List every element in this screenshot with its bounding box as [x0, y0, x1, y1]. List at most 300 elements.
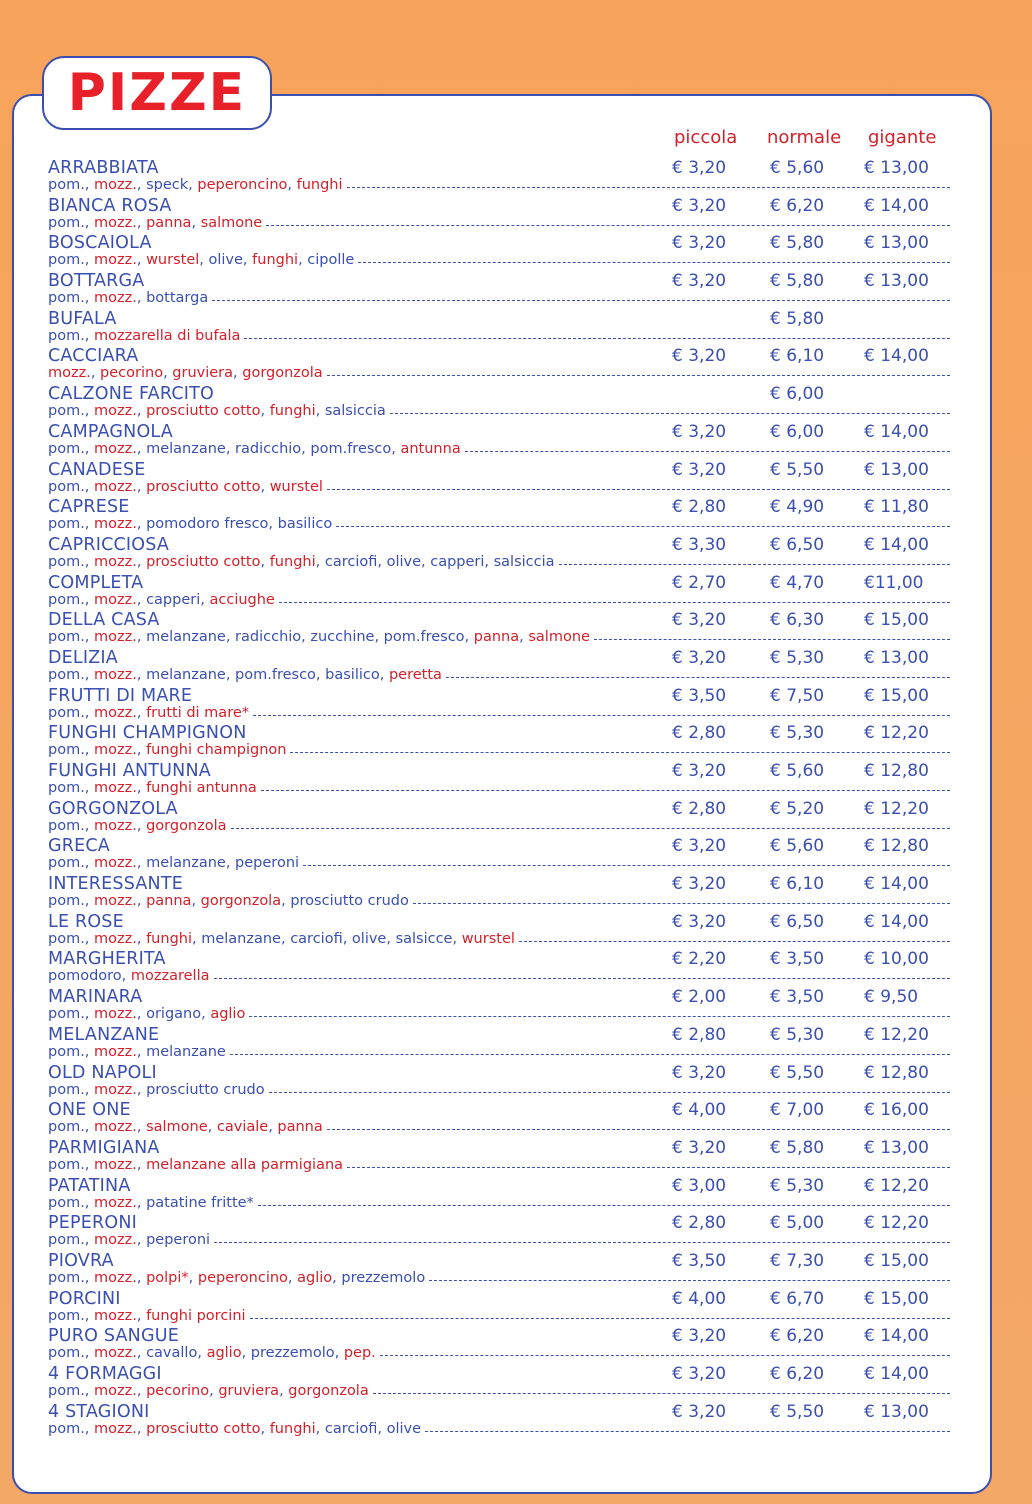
ingredient-text: , bottarga [136, 290, 209, 307]
price-normale: € 6,00 [770, 421, 825, 442]
ingredient-text: , [136, 553, 147, 570]
menu-row [0, 1401, 1032, 1439]
price-piccola: € 2,80 [672, 1213, 727, 1234]
pizza-name: CAPRICCIOSA [48, 534, 170, 555]
ingredient-highlight: mozz. [94, 780, 137, 796]
price-gigante: € 12,80 [864, 761, 929, 781]
pizza-name: MARINARA [48, 987, 143, 1008]
ingredient-highlight: pecorino [146, 1383, 210, 1399]
ingredient-text: , [136, 1156, 147, 1173]
ingredient-highlight: mozz. [94, 1307, 137, 1324]
ingredient-text: , olive, [199, 252, 253, 269]
ingredient-highlight: wurstel [146, 252, 200, 269]
price-gigante: € 16,00 [864, 1100, 929, 1121]
ingredient-text: , [207, 1119, 217, 1136]
price-gigante: € 12,20 [864, 1213, 929, 1234]
price-piccola: € 4,00 [672, 1288, 727, 1309]
price-normale: € 6,20 [770, 1326, 825, 1347]
ingredient-text: pom., [48, 553, 95, 570]
ingredients-line [48, 479, 950, 495]
ingredient-text: pom., [48, 252, 95, 269]
price-piccola: € 3,20 [672, 610, 727, 631]
pizza-name: CAPRESE [48, 497, 130, 518]
ingredient-text: , prezzemolo [332, 1269, 426, 1286]
ingredients [48, 818, 227, 834]
price-normale: € 5,60 [770, 761, 825, 781]
ingredient-highlight: panna [146, 893, 192, 910]
price-normale: € 4,70 [770, 572, 825, 593]
ingredient-text: , [268, 1119, 278, 1136]
price-gigante: € 13,00 [864, 158, 929, 178]
dotted-leader [380, 1355, 950, 1356]
dotted-leader [279, 602, 950, 603]
ingredients [48, 215, 262, 231]
price-gigante: € 15,00 [864, 1288, 929, 1309]
ingredient-highlight: aglio [297, 1269, 333, 1286]
price-piccola: € 3,20 [672, 911, 727, 932]
ingredient-highlight: mozz. [94, 855, 137, 872]
menu-row [0, 572, 1032, 610]
dotted-leader [559, 564, 950, 565]
ingredient-text: , carciofi, olive, capperi, salsiccia [315, 553, 555, 570]
ingredient-highlight: aglio [210, 1006, 246, 1023]
dotted-leader [373, 1393, 950, 1394]
menu-row [0, 534, 1032, 572]
ingredients [48, 1006, 245, 1022]
ingredient-highlight: peretta [388, 666, 442, 683]
ingredient-text: pom., [48, 1383, 95, 1399]
ingredients-line [48, 328, 950, 344]
ingredient-text: pom., [48, 1232, 95, 1249]
ingredient-highlight: prosciutto cotto [146, 403, 261, 420]
price-normale: € 5,50 [770, 1401, 825, 1422]
price-normale: € 5,80 [770, 271, 825, 292]
ingredients [48, 968, 210, 984]
ingredient-text: pom., [48, 855, 95, 872]
menu-row [0, 1250, 1032, 1288]
ingredients-line [48, 629, 950, 645]
ingredient-highlight: mozz. [94, 893, 137, 910]
ingredients [48, 592, 275, 608]
price-normale: € 3,50 [770, 949, 825, 970]
ingredient-text: pom., [48, 742, 95, 759]
price-normale: € 5,00 [770, 1213, 825, 1234]
ingredient-text: pom., [48, 1345, 95, 1362]
ingredient-text: pom., [48, 327, 95, 344]
dotted-leader [261, 790, 950, 791]
ingredient-highlight: funghi [269, 403, 316, 420]
price-piccola: € 2,70 [672, 572, 727, 593]
price-normale: € 6,20 [770, 195, 825, 216]
ingredient-text: , [136, 1119, 147, 1136]
ingredient-highlight: wurstel [269, 478, 323, 495]
ingredient-text: , [260, 403, 270, 420]
ingredient-text: , [136, 704, 147, 721]
ingredient-highlight: mozzarella di bufala [94, 327, 241, 344]
ingredient-highlight: salmone [146, 1119, 208, 1136]
ingredients-line [48, 1082, 950, 1098]
ingredient-text: , [279, 1383, 289, 1399]
price-normale: € 6,10 [770, 346, 825, 367]
price-piccola: € 3,50 [672, 1250, 727, 1271]
ingredient-text: pom., [48, 1420, 95, 1437]
ingredient-text: , [163, 365, 173, 382]
menu-row [0, 270, 1032, 308]
ingredients [48, 705, 249, 721]
ingredients [48, 1308, 246, 1324]
price-normale: € 6,20 [770, 1364, 825, 1384]
ingredients-line [48, 855, 950, 871]
ingredient-highlight: funghi [269, 1420, 316, 1437]
price-normale: € 6,00 [770, 384, 825, 405]
pizza-name: CACCIARA [48, 346, 139, 367]
ingredients-line [48, 780, 950, 796]
price-normale: € 5,80 [770, 1137, 825, 1158]
pizza-name: COMPLETA [48, 572, 144, 593]
pizza-name: BOSCAIOLA [48, 233, 152, 254]
ingredient-highlight: mozz. [94, 1345, 137, 1362]
ingredient-highlight: mozz. [94, 516, 137, 533]
ingredient-highlight: mozz. [94, 742, 137, 759]
ingredient-text: , [136, 930, 147, 947]
ingredient-highlight: prosciutto cotto [146, 478, 261, 495]
dotted-leader [231, 828, 950, 829]
price-normale: € 4,90 [770, 497, 825, 518]
menu-row [0, 1062, 1032, 1100]
price-normale: € 5,60 [770, 158, 825, 178]
dotted-leader [429, 1280, 950, 1281]
ingredients-line [48, 1345, 950, 1361]
page-title: PIZZE [67, 63, 247, 123]
ingredient-highlight: funghi [252, 252, 299, 269]
price-gigante: € 15,00 [864, 610, 929, 631]
ingredients [48, 667, 442, 683]
ingredients [48, 931, 515, 947]
ingredient-text: pom., [48, 290, 95, 307]
ingredient-text: pom., [48, 930, 95, 947]
price-gigante: € 14,00 [864, 1364, 929, 1384]
ingredient-text: pom., [48, 817, 95, 834]
menu-row [0, 1325, 1032, 1363]
price-piccola: € 3,20 [672, 1364, 727, 1384]
ingredient-text: , [136, 817, 147, 834]
ingredient-highlight: mozz. [94, 1383, 137, 1399]
ingredient-highlight: mozz. [94, 252, 137, 269]
pizza-name: GRECA [48, 836, 110, 857]
ingredient-highlight: funghi champignon [146, 742, 287, 759]
ingredient-highlight: melanzane alla parmigiana [146, 1156, 344, 1173]
ingredient-text: pom., [48, 1043, 95, 1060]
ingredients-line [48, 441, 950, 457]
price-piccola: € 2,80 [672, 798, 727, 819]
ingredients [48, 780, 257, 796]
ingredients [48, 1157, 343, 1173]
ingredient-text: pom., [48, 629, 95, 646]
price-gigante: € 12,20 [864, 1175, 929, 1196]
ingredients-line [48, 742, 950, 758]
header-normale: normale [767, 127, 842, 148]
ingredient-highlight: gorgonzola [288, 1383, 369, 1399]
ingredient-highlight: salmone [200, 214, 263, 231]
ingredient-highlight: mozz. [94, 1269, 137, 1286]
ingredient-text: , prezzemolo, [241, 1345, 344, 1362]
ingredient-highlight: acciughe [209, 591, 275, 608]
ingredient-highlight: panna [277, 1119, 323, 1136]
ingredients [48, 742, 286, 758]
menu-row [0, 911, 1032, 949]
price-gigante: € 14,00 [864, 874, 929, 895]
ingredients [48, 1421, 421, 1437]
pizza-name: PORCINI [48, 1288, 121, 1309]
price-piccola: € 3,20 [672, 346, 727, 367]
ingredient-text: , melanzane, peperoni [136, 855, 300, 872]
ingredient-text: pom., [48, 1269, 95, 1286]
price-gigante: € 14,00 [864, 195, 929, 216]
ingredient-highlight: mozz. [94, 704, 137, 721]
dotted-leader [212, 300, 950, 301]
menu-row [0, 609, 1032, 647]
ingredients [48, 1044, 226, 1060]
ingredients-line [48, 1119, 950, 1135]
pizza-name: PIOVRA [48, 1250, 114, 1271]
ingredient-highlight: mozz. [94, 629, 137, 646]
ingredient-text: , cavallo, [136, 1345, 207, 1362]
ingredient-text: , patatine fritte* [136, 1194, 254, 1211]
ingredient-highlight: funghi [146, 930, 192, 947]
price-gigante: € 14,00 [864, 1326, 929, 1347]
price-gigante: € 12,20 [864, 723, 929, 744]
ingredient-text: , [136, 742, 147, 759]
price-normale: € 5,30 [770, 1024, 825, 1045]
price-normale: € 5,60 [770, 836, 825, 857]
dotted-leader [327, 375, 950, 376]
ingredient-text: , [136, 1269, 147, 1286]
menu-row [0, 873, 1032, 911]
ingredient-text: , [136, 893, 147, 910]
ingredient-text: , cipolle [298, 252, 355, 269]
ingredients [48, 441, 461, 457]
dotted-leader [303, 865, 950, 866]
price-gigante: € 12,20 [864, 1024, 929, 1045]
menu-row [0, 1175, 1032, 1213]
ingredients-line [48, 1383, 950, 1399]
ingredients [48, 855, 299, 871]
price-piccola: € 2,20 [672, 949, 727, 970]
ingredients-line [48, 403, 950, 419]
price-gigante: € 13,00 [864, 271, 929, 292]
pizza-name: MELANZANE [48, 1024, 160, 1045]
price-normale: € 6,10 [770, 874, 825, 895]
price-piccola: € 3,20 [672, 233, 727, 254]
dotted-leader [425, 1431, 950, 1432]
menu-row [0, 798, 1032, 836]
menu-row [0, 760, 1032, 798]
price-normale: € 6,30 [770, 610, 825, 631]
ingredient-text: , prosciutto crudo [281, 893, 409, 910]
ingredient-text: pom., [48, 1194, 95, 1211]
ingredient-highlight: mozz. [94, 1194, 137, 1211]
menu-row [0, 1288, 1032, 1326]
ingredients-line [48, 1195, 950, 1211]
ingredient-text: , [209, 1383, 219, 1399]
dotted-leader [390, 413, 950, 414]
menu-row [0, 1212, 1032, 1250]
ingredient-highlight: antunna [400, 440, 461, 457]
ingredient-highlight: mozz. [94, 553, 137, 570]
ingredient-text: , prosciutto crudo [136, 1081, 265, 1098]
ingredient-text: pom., [48, 704, 95, 721]
header-piccola: piccola [674, 127, 738, 148]
ingredients [48, 1232, 210, 1248]
ingredients-line [48, 1157, 950, 1173]
ingredient-highlight: gorgonzola [242, 365, 323, 382]
ingredients-line [48, 554, 950, 570]
ingredient-highlight: panna [473, 629, 520, 646]
price-piccola: € 3,20 [672, 1326, 727, 1347]
pizza-name: FUNGHI ANTUNNA [48, 761, 211, 781]
ingredient-highlight: mozz. [94, 930, 137, 947]
ingredients-line [48, 968, 950, 984]
ingredient-text: , [287, 177, 297, 193]
ingredient-highlight: gruviera [218, 1383, 280, 1399]
ingredients [48, 1195, 254, 1211]
price-normale: € 6,50 [770, 911, 825, 932]
pizza-name: LE ROSE [48, 911, 124, 932]
dotted-leader [214, 978, 950, 979]
ingredient-highlight: peperoncino [197, 1269, 288, 1286]
price-normale: € 5,30 [770, 647, 825, 668]
pizza-name: CANADESE [48, 459, 146, 480]
ingredient-text: , [90, 365, 101, 382]
ingredients-line [48, 1006, 950, 1022]
menu-row [0, 685, 1032, 723]
ingredients [48, 365, 323, 381]
ingredient-highlight: mozz. [94, 591, 137, 608]
pizza-name: ARRABBIATA [48, 158, 159, 178]
price-gigante: € 14,00 [864, 911, 929, 932]
dotted-leader [258, 1205, 950, 1206]
menu-row [0, 157, 1032, 195]
ingredients [48, 403, 386, 419]
dotted-leader [413, 903, 950, 904]
ingredient-text: pom., [48, 1119, 95, 1136]
ingredient-text: , [136, 252, 147, 269]
ingredients-line [48, 1421, 950, 1437]
ingredient-text: pom., [48, 666, 95, 683]
ingredient-text: , melanzane, carciofi, olive, salsicce, [192, 930, 462, 947]
pizza-name: 4 STAGIONI [48, 1401, 150, 1422]
menu-row [0, 421, 1032, 459]
price-piccola: € 3,20 [672, 647, 727, 668]
dotted-leader [327, 489, 950, 490]
ingredient-highlight: frutti di mare* [146, 704, 250, 721]
ingredient-text: pom., [48, 1156, 95, 1173]
ingredient-text: , [260, 478, 270, 495]
ingredient-text: , melanzane [136, 1043, 226, 1060]
ingredient-text: , carciofi, olive [315, 1420, 421, 1437]
ingredient-text: , [260, 553, 270, 570]
menu-row [0, 345, 1032, 383]
pizza-name: BUFALA [48, 308, 117, 329]
menu-row [0, 1363, 1032, 1401]
ingredient-text: , speck, [136, 177, 198, 193]
menu-row [0, 1099, 1032, 1137]
ingredients-line [48, 592, 950, 608]
menu-row [0, 383, 1032, 421]
ingredient-text: , [136, 403, 147, 420]
ingredients-line [48, 1044, 950, 1060]
ingredient-highlight: mozz. [94, 1156, 137, 1173]
ingredients [48, 893, 409, 909]
dotted-leader [269, 1092, 950, 1093]
price-gigante: € 11,80 [864, 497, 929, 518]
ingredients-line [48, 252, 950, 268]
menu-row [0, 308, 1032, 346]
pizza-name: BIANCA ROSA [48, 195, 172, 216]
pizza-name: DELLA CASA [48, 610, 160, 631]
price-normale: € 5,20 [770, 798, 825, 819]
menu-row [0, 948, 1032, 986]
ingredient-highlight: mozz. [94, 666, 137, 683]
price-normale: € 5,30 [770, 723, 825, 744]
price-gigante: € 14,00 [864, 346, 929, 367]
pizza-name: FRUTTI DI MARE [48, 685, 193, 706]
price-piccola: € 3,20 [672, 1062, 727, 1083]
ingredient-highlight: mozz. [94, 1420, 137, 1437]
dotted-leader [336, 526, 950, 527]
price-piccola: € 3,00 [672, 1175, 727, 1196]
ingredients-line [48, 365, 950, 381]
ingredients-line [48, 290, 950, 306]
price-normale: € 6,50 [770, 534, 825, 555]
ingredient-highlight: mozz. [94, 403, 137, 420]
ingredient-highlight: pep. [343, 1345, 376, 1362]
dotted-leader [250, 1318, 950, 1319]
price-piccola: € 2,80 [672, 497, 727, 518]
ingredients [48, 1383, 369, 1399]
ingredients [48, 1345, 376, 1361]
ingredient-text: , pomodoro fresco, basilico [136, 516, 333, 533]
ingredients [48, 629, 590, 645]
ingredient-highlight: caviale [216, 1119, 269, 1136]
price-normale: € 5,80 [770, 308, 825, 329]
ingredient-text: pomodoro, [48, 968, 131, 985]
price-gigante: € 14,00 [864, 534, 929, 555]
price-gigante: € 13,00 [864, 459, 929, 480]
ingredient-text: , melanzane, radicchio, pom.fresco, [136, 440, 401, 457]
menu-row [0, 496, 1032, 534]
ingredients-line [48, 818, 950, 834]
ingredient-highlight: salmone [528, 629, 590, 646]
ingredient-highlight: prosciutto cotto [146, 553, 261, 570]
ingredient-text: pom., [48, 1081, 95, 1098]
ingredients-line [48, 705, 950, 721]
price-gigante: €11,00 [864, 572, 924, 593]
price-gigante: € 14,00 [864, 421, 929, 442]
ingredient-highlight: wurstel [461, 930, 515, 947]
price-piccola: € 4,00 [672, 1100, 727, 1121]
ingredient-text: pom., [48, 440, 95, 457]
ingredient-text: , [136, 1383, 147, 1399]
ingredients [48, 554, 555, 570]
price-gigante: € 12,80 [864, 836, 929, 857]
dotted-leader [519, 941, 950, 942]
price-gigante: € 15,00 [864, 1250, 929, 1271]
ingredients [48, 1270, 425, 1286]
menu-row [0, 459, 1032, 497]
ingredient-highlight: mozz. [48, 365, 91, 382]
ingredient-text: pom., [48, 893, 95, 910]
